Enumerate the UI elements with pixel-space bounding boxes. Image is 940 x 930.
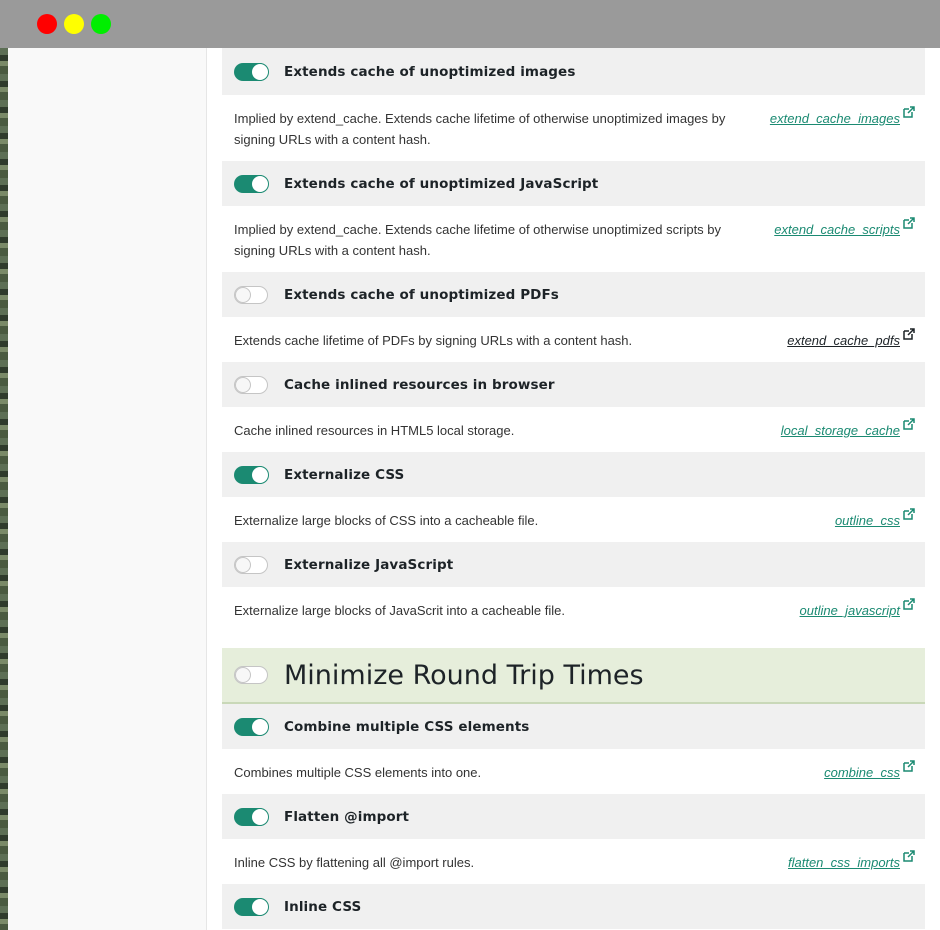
option-description: Implied by extend_cache. Extends cache lifetime of otherwise unoptimized images by signing URLs with a content hash. (234, 111, 726, 147)
option-header (222, 452, 925, 497)
option-header (222, 272, 925, 317)
option-header (222, 704, 925, 749)
option-toggle[interactable] (234, 808, 268, 826)
option-title: Combine multiple CSS elements (284, 718, 530, 735)
option-description-row (222, 749, 925, 794)
option-title: Externalize CSS (284, 466, 405, 483)
option-title: Extends cache of unoptimized images (284, 63, 576, 80)
option-header (222, 884, 925, 929)
option-doc-link[interactable]: outline_css (834, 513, 900, 528)
option-toggle[interactable] (234, 63, 268, 81)
option-list (222, 48, 925, 929)
minimize-window-button[interactable] (64, 14, 84, 34)
option-doc-link[interactable]: extend_cache_pdfs (787, 333, 900, 348)
external-link-icon (903, 598, 915, 610)
close-window-button[interactable] (37, 14, 57, 34)
option-doc-link[interactable]: local_storage_cache (780, 423, 900, 438)
external-link-icon (903, 217, 915, 229)
external-link-icon (903, 328, 915, 340)
option-description-row (222, 317, 925, 362)
option-title: Externalize JavaScript (284, 556, 454, 573)
option-toggle[interactable] (234, 898, 268, 916)
option-header (222, 794, 925, 839)
option-toggle[interactable] (234, 466, 268, 484)
window-titlebar (0, 0, 940, 48)
option-doc-link[interactable]: combine_css (824, 765, 900, 780)
option-description-row (222, 839, 925, 884)
option-title: Flatten @import (284, 808, 410, 825)
option-toggle[interactable] (234, 718, 268, 736)
external-link-icon (903, 760, 915, 772)
option-description-row (222, 407, 925, 452)
option-description: Extends cache lifetime of PDFs by signing URLs with a content hash. (234, 333, 633, 348)
option-doc-link[interactable]: extend_cache_scripts (774, 222, 900, 237)
option-header (222, 542, 925, 587)
section-toggle[interactable] (234, 666, 268, 684)
option-header (222, 48, 925, 95)
external-link-icon (903, 418, 915, 430)
option-description-row (222, 95, 925, 161)
option-title: Inline CSS (284, 898, 362, 915)
option-title: Extends cache of unoptimized PDFs (284, 286, 559, 303)
option-description-row (222, 587, 925, 648)
option-description: Cache inlined resources in HTML5 local storage. (234, 423, 515, 438)
option-toggle[interactable] (234, 376, 268, 394)
desktop-background (0, 48, 8, 930)
option-title: Extends cache of unoptimized JavaScript (284, 175, 599, 192)
admin-sidebar (8, 48, 207, 930)
option-description: Inline CSS by flattening all @import rules. (234, 855, 475, 870)
option-doc-link[interactable]: flatten_css_imports (788, 855, 900, 870)
option-doc-link[interactable]: outline_javascript (799, 603, 900, 618)
option-description: Externalize large blocks of JavaScrit into a cacheable file. (234, 603, 565, 618)
maximize-window-button[interactable] (91, 14, 111, 34)
option-toggle[interactable] (234, 175, 268, 193)
option-description: Externalize large blocks of CSS into a cacheable file. (234, 513, 539, 528)
external-link-icon (903, 508, 915, 520)
option-toggle[interactable] (234, 286, 268, 304)
option-description: Implied by extend_cache. Extends cache lifetime of otherwise unoptimized scripts by signing URLs with a content hash. (234, 222, 722, 258)
option-description-row (222, 206, 925, 272)
section-header (222, 648, 925, 704)
option-header (222, 161, 925, 206)
option-toggle[interactable] (234, 556, 268, 574)
option-title: Cache inlined resources in browser (284, 376, 555, 393)
option-description-row (222, 497, 925, 542)
option-doc-link[interactable]: extend_cache_images (769, 111, 900, 126)
option-header (222, 362, 925, 407)
section-title: Minimize Round Trip Times (284, 659, 644, 691)
external-link-icon (903, 850, 915, 862)
option-description: Combines multiple CSS elements into one. (234, 765, 482, 780)
external-link-icon (903, 106, 915, 118)
settings-content (207, 48, 940, 930)
